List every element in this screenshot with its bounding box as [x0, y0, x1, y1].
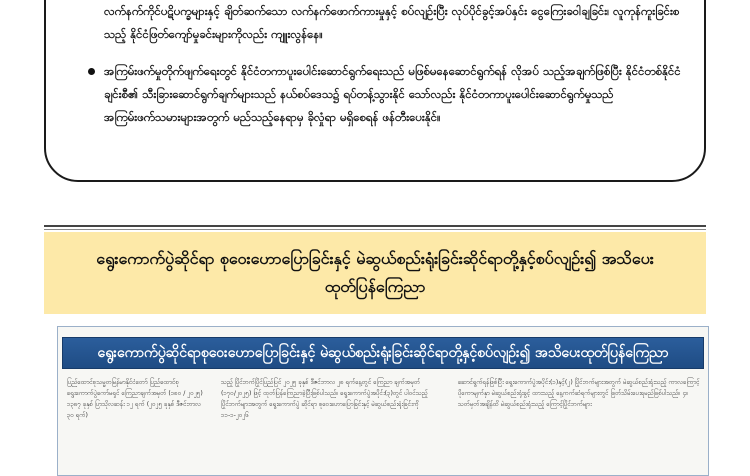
clipping-title: ရွေးကောက်ပွဲဆိုင်ရာစုဝေးဟောပြောခြင်းနှင့် မဲဆွယ်စည်းရုံးခြင်းဆိုင်ရာတို့နှင့်စပ်လျဉ်း၍ အသိပေးထုတ်ပြန်ကြေညာ	[97, 344, 669, 361]
announcement-headline	[44, 232, 706, 314]
clipping-column: ပြည်ထောင်စုသမ္မတမြန်မာနိုင်ငံတော် ပြည်ထောင်စုရွေးကောက်ပွဲကော်မရှင် ကြေညာချက်အမှတ် (၁၈၀ / ၂၀၂၅) ၁၃၈၇ ခုနှစ် ပြာသိုလဆန်း ၁၂ ရက် (၂၀၂၅ ခုနှစ် ဒီဇင်ဘာလ ၃၀ ရက်)	[67, 379, 203, 419]
section-divider	[44, 229, 706, 230]
bullet-paragraph	[104, 0, 690, 46]
bullet-summary-box	[44, 0, 706, 182]
clipping-column: ဆောင်ရွက်ရန်ဖြစ်ပြီး ရွေးကောက်ပွဲအပိုင်း(၁)နှင့်(၂) ပြိုင်ဘက်များအတွက် မဲဆွယ်စည်းရုံးသည့် ကာလကြောင့် ပိုကောမျက်နှာ မဲဆွယ်စည်းရုံးခွင့် ထားသည့် နေ့ကက်ဆံရက်များတွင် ဖြတ်သိမ်းပေးရမည်ဖြစ်ပါသည်။ ၄။ သတ်မှတ်အချိန်ထိ မဲဆွယ်စည်းရုံးသည့် ကြောင့်ပြိုင်ဘက်များ	[458, 379, 700, 408]
section-divider	[44, 225, 706, 227]
bullet-paragraph	[104, 60, 690, 129]
bullet-text: လက်နက်ကိုင်ပဋိပက္ခများနှင့် ချိတ်ဆက်သော လက်နက်ဖောက်ကားမှုနှင့် စပ်လျဉ်းပြီး လုပ်ပိုင်ခွင့်အပ်နှင်း ငွေကြေးခဝါချခြင်း၊ လူကုန်ကူးခြင်းစသည့် နိုင်ငံဖြတ်ကျော်မှုခင်းများကိုလည်း ကျူးလွန်နေ။	[104, 4, 680, 41]
clipping-title-banner	[62, 337, 704, 369]
news-clipping-image	[57, 326, 709, 476]
bullet-text: အကြမ်းဖက်မှုတိုက်ဖျက်ရေးတွင် နိုင်ငံတကာပူးပေါင်းဆောင်ရွက်ရေးသည် မဖြစ်မနေဆောင်ရွက်ရန် လိုအပ် သည့်အချက်ဖြစ်ပြီး နိုင်ငံတစ်နိုင်ငံချင်းစီ၏ သီးခြားဆောင်ရွက်ချက်များသည် နယ်စပ်ဒေသ၌ ရပ်တန့်သွားနိုင် သော်လည်း နိုင်ငံတကာပူးပေါင်းဆောင်ရွက်မှုသည် အကြမ်းဖက်သမားများအတွက် မည်သည့်နေရာမှ ခိုလှုံရာ မရှိစေရန် ဖန်တီးပေးနိုင်။	[104, 64, 681, 124]
headline-text: ရွေးကောက်ပွဲဆိုင်ရာ စုဝေးဟောပြောခြင်းနှင့် မဲဆွယ်စည်းရုံးခြင်းဆိုင်ရာတို့နှင့်စပ်လျဉ်း၍ အသိပေးထုတ်ပြန်ကြေညာ	[96, 249, 654, 296]
bullet-dot-icon	[88, 68, 95, 75]
clipping-column: သည့် ပြိုင်ဘက်ပြိုင်ပြည်ပြင် ၂၀၂၅ ခုနှစ် ဒီဇင်ဘာလ ၂၈ ရက်နေ့တွင် ကြေညာ ချက်အမှတ် (၁၇၀/၂၀၂၅) ဖြင့် ထုတ်ပြန်ကြေညာခဲ့ပြီးဖြစ်ပါသည်။ ရွေးကောက်ပွဲအပိုင်း(၃)တွင် ပါဝင်သည့်ပြိုင်ဘက်များအတွက် ရွေးကောက်ပွဲ ဆိုင်ရာ စုဝေးဟောပြောခြင်းနှင့် မဲဆွယ်စည်းရုံးခြင်းကို ၁၁-၁-၂၀၂၆	[221, 379, 428, 419]
